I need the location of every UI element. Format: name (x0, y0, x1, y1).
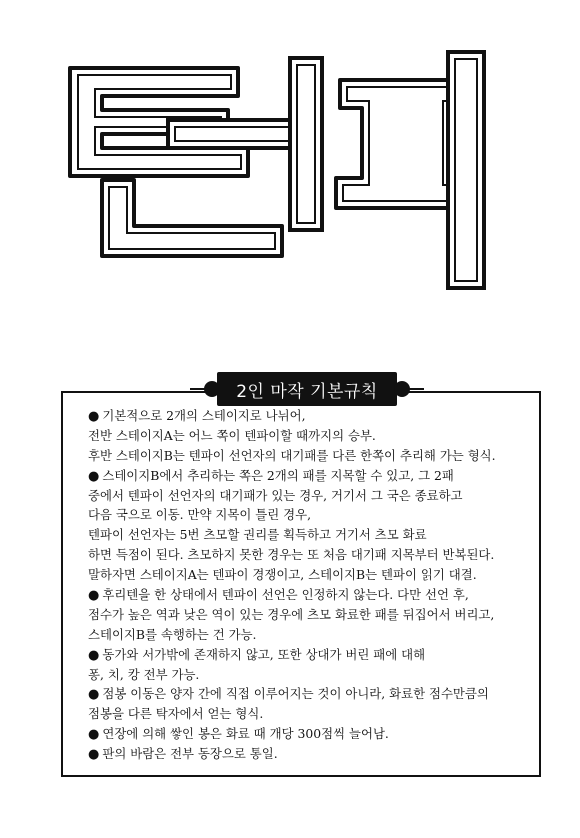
rule-line (88, 645, 528, 665)
bullet-icon: ● (88, 687, 100, 703)
rule-text: 텐파이 선언자는 5번 츠모할 권리를 획득하고 거기서 츠모 화료 (88, 527, 427, 543)
rule-text: 연장에 의해 쌓인 봉은 화료 때 개당 300점씩 늘어남. (102, 726, 389, 742)
rule-text: 중에서 텐파이 선언자의 대기패가 있는 경우, 거기서 그 국은 종료하고 (88, 487, 463, 503)
rule-text: 동가와 서가밖에 존재하지 않고, 또한 상대가 버린 패에 대해 (102, 646, 426, 662)
tenpai-logo (0, 0, 580, 330)
logo-stroke-n (102, 180, 282, 256)
rule-line (88, 466, 528, 486)
rule-text: 다음 국으로 이동. 만약 지목이 틀린 경우, (88, 507, 312, 523)
bullet-icon: ● (88, 588, 100, 604)
rule-text: 전반 스테이지A는 어느 쪽이 텐파이할 때까지의 승부. (88, 427, 376, 443)
rule-text: 점수가 높은 역과 낮은 역이 있는 경우에 츠모 화료한 패를 뒤집어서 버리고, (88, 606, 495, 622)
rule-line (88, 665, 528, 685)
rule-line (88, 426, 528, 446)
rule-line (88, 446, 528, 466)
bullet-icon: ● (88, 727, 100, 743)
bullet-icon: ● (88, 468, 100, 484)
rule-line (88, 744, 528, 764)
rule-text: 기본적으로 2개의 스테이지로 나뉘어, (102, 408, 306, 423)
rule-line (88, 525, 528, 545)
rule-text: 점봉을 다른 탁자에서 얻는 형식. (88, 706, 264, 722)
rule-line (88, 704, 528, 724)
rules-header (198, 372, 416, 406)
header-line-right (402, 388, 424, 390)
rule-text: 말하자면 스테이지A는 텐파이 경쟁이고, 스테이지B는 텐파이 읽기 대결. (88, 567, 477, 583)
rule-line (88, 684, 528, 704)
rule-text: 퐁, 치, 캉 전부 가능. (88, 666, 200, 682)
logo-stroke-eo-vertical (290, 58, 322, 230)
rules-title: 2인 마작 기본규칙 (217, 372, 397, 406)
rule-text: 하면 득점이 된다. 츠모하지 못한 경우는 또 처음 대기패 지목부터 반복된다. (88, 547, 495, 563)
logo-stroke-eo-bar (168, 120, 296, 148)
rule-line (88, 625, 528, 645)
rules-body (88, 406, 528, 764)
rule-text: 후반 스테이지B는 텐파이 선언자의 대기패를 다른 한쪽이 추리해 가는 형식. (88, 447, 496, 463)
rule-text: 스테이지B를 속행하는 건 가능. (88, 626, 257, 642)
logo-stroke-i (448, 52, 484, 288)
rule-line (88, 565, 528, 585)
rule-text: 점봉 이동은 양자 간에 직접 이루어지는 것이 아니라, 화료한 점수만큼의 (102, 686, 489, 702)
rule-line (88, 605, 528, 625)
rule-line (88, 724, 528, 744)
bullet-icon: ● (88, 409, 100, 424)
bullet-icon: ● (88, 647, 100, 663)
rule-line (88, 545, 528, 565)
rule-text: 스테이지B에서 추리하는 쪽은 2개의 패를 지목할 수 있고, 그 2패 (102, 467, 454, 483)
rule-text: 후리텐을 한 상태에서 텐파이 선언은 인정하지 않는다. 다만 선언 후, (102, 587, 469, 603)
rule-line (88, 486, 528, 506)
bullet-icon: ● (88, 747, 100, 763)
rule-line (88, 406, 528, 426)
rule-line (88, 585, 528, 605)
rule-text: 판의 바람은 전부 동장으로 통일. (102, 746, 278, 762)
rule-line (88, 505, 528, 525)
